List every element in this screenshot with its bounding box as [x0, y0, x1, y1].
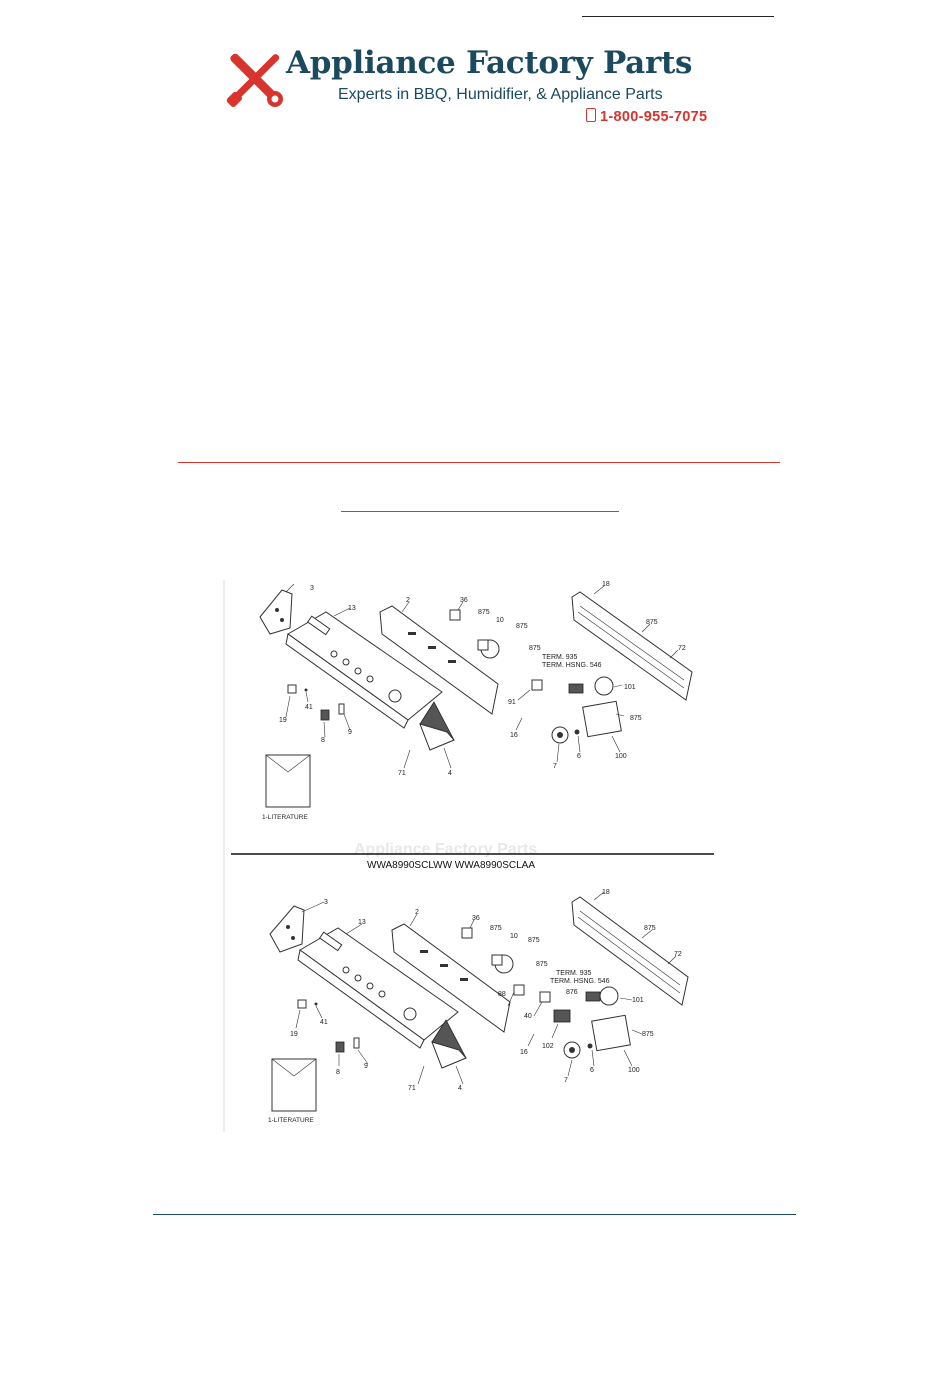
label-8: 8 — [321, 737, 325, 744]
part-8-knob — [321, 710, 329, 720]
label-literature: 1-LITERATURE — [262, 814, 308, 821]
label-term-hsng: TERM. HSNG. 546 — [542, 662, 602, 669]
part-19 — [288, 685, 296, 693]
label-875e: 875 — [630, 715, 642, 722]
label-9: 9 — [364, 1063, 368, 1070]
label-36: 36 — [472, 915, 480, 922]
label-875d: 875 — [529, 645, 541, 652]
label-40: 40 — [524, 1013, 532, 1020]
label-101: 101 — [624, 684, 636, 691]
label-2: 2 — [415, 909, 419, 916]
parts-diagram — [222, 572, 722, 1137]
label-875a: 875 — [478, 609, 490, 616]
label-13: 13 — [358, 919, 366, 926]
part-36-switch — [462, 928, 472, 938]
part-40 — [540, 992, 550, 1002]
brand-logo[interactable] — [226, 45, 736, 130]
brand-name: Appliance Factory Parts — [286, 45, 693, 81]
part-100-timer — [583, 701, 622, 736]
part-101-motor — [600, 987, 618, 1005]
label-16: 16 — [510, 732, 518, 739]
label-100: 100 — [615, 753, 627, 760]
part-36-switch — [450, 610, 460, 620]
label-41: 41 — [305, 704, 313, 711]
part-546-term-housing — [569, 684, 583, 693]
label-6: 6 — [590, 1067, 594, 1074]
label-72: 72 — [674, 951, 682, 958]
part-6 — [588, 1044, 593, 1049]
label-term: TERM. 935 — [542, 654, 578, 661]
label-71: 71 — [398, 770, 406, 777]
part-9 — [354, 1038, 359, 1048]
label-102: 102 — [542, 1043, 554, 1050]
part-102 — [554, 1010, 570, 1022]
label-10: 10 — [510, 933, 518, 940]
label-101: 101 — [632, 997, 644, 1004]
label-6: 6 — [577, 753, 581, 760]
label-term: TERM. 935 — [556, 970, 592, 977]
label-72: 72 — [678, 645, 686, 652]
label-7: 7 — [553, 763, 557, 770]
section-divider-short — [341, 511, 619, 512]
phone-number[interactable] — [586, 108, 707, 125]
model-caption: WWA8990SCLWW WWA8990SCLAA — [367, 860, 536, 871]
label-7: 7 — [564, 1077, 568, 1084]
label-16: 16 — [520, 1049, 528, 1056]
phone-text: 1-800-955-7075 — [600, 109, 708, 125]
label-875d: 875 — [536, 961, 548, 968]
label-875b: 875 — [528, 937, 540, 944]
label-3: 3 — [324, 899, 328, 906]
label-875a: 875 — [490, 925, 502, 932]
label-18: 18 — [602, 581, 610, 588]
label-term-hsng: TERM. HSNG. 546 — [550, 978, 610, 985]
part-101-motor — [595, 677, 613, 695]
part-6 — [575, 730, 580, 735]
label-36: 36 — [460, 597, 468, 604]
label-13: 13 — [348, 605, 356, 612]
part-546-term-housing — [586, 992, 600, 1001]
label-18: 18 — [602, 889, 610, 896]
part-19 — [298, 1000, 306, 1008]
part-91 — [532, 680, 542, 690]
label-10: 10 — [496, 617, 504, 624]
label-875c: 875 — [644, 925, 656, 932]
label-19: 19 — [290, 1031, 298, 1038]
label-3: 3 — [310, 585, 314, 592]
label-9: 9 — [348, 729, 352, 736]
label-41: 41 — [320, 1019, 328, 1026]
part-72-back-panel — [572, 897, 688, 1005]
label-4: 4 — [448, 770, 452, 777]
footer-rule — [153, 1214, 796, 1215]
part-8-knob — [336, 1042, 344, 1052]
label-8: 8 — [336, 1069, 340, 1076]
wrench-screwdriver-icon — [226, 50, 284, 108]
part-100-timer — [592, 1015, 631, 1050]
label-875b: 875 — [516, 623, 528, 630]
top-rule — [582, 16, 774, 17]
literature-envelope — [266, 755, 310, 807]
label-2: 2 — [406, 597, 410, 604]
literature-envelope — [272, 1059, 316, 1111]
label-875e: 875 — [642, 1031, 654, 1038]
mobile-phone-icon — [586, 108, 596, 122]
label-876: 876 — [566, 989, 578, 996]
diagram-top — [260, 581, 692, 821]
label-875c: 875 — [646, 619, 658, 626]
section-divider-long — [178, 462, 780, 463]
label-88: 88 — [498, 991, 506, 998]
part-9 — [339, 704, 344, 714]
part-88 — [514, 985, 524, 995]
label-4: 4 — [458, 1085, 462, 1092]
label-literature: 1-LITERATURE — [268, 1117, 314, 1124]
label-100: 100 — [628, 1067, 640, 1074]
parts-diagram-svg — [222, 572, 722, 1137]
label-19: 19 — [279, 717, 287, 724]
label-71: 71 — [408, 1085, 416, 1092]
diagram-bottom — [268, 889, 688, 1124]
part-3-end-cap — [270, 906, 304, 952]
label-91: 91 — [508, 699, 516, 706]
watermark: Appliance Factory Parts — [354, 841, 538, 858]
part-3-end-cap — [260, 590, 292, 634]
brand-tagline: Experts in BBQ, Humidifier, & Appliance Parts — [338, 86, 663, 103]
